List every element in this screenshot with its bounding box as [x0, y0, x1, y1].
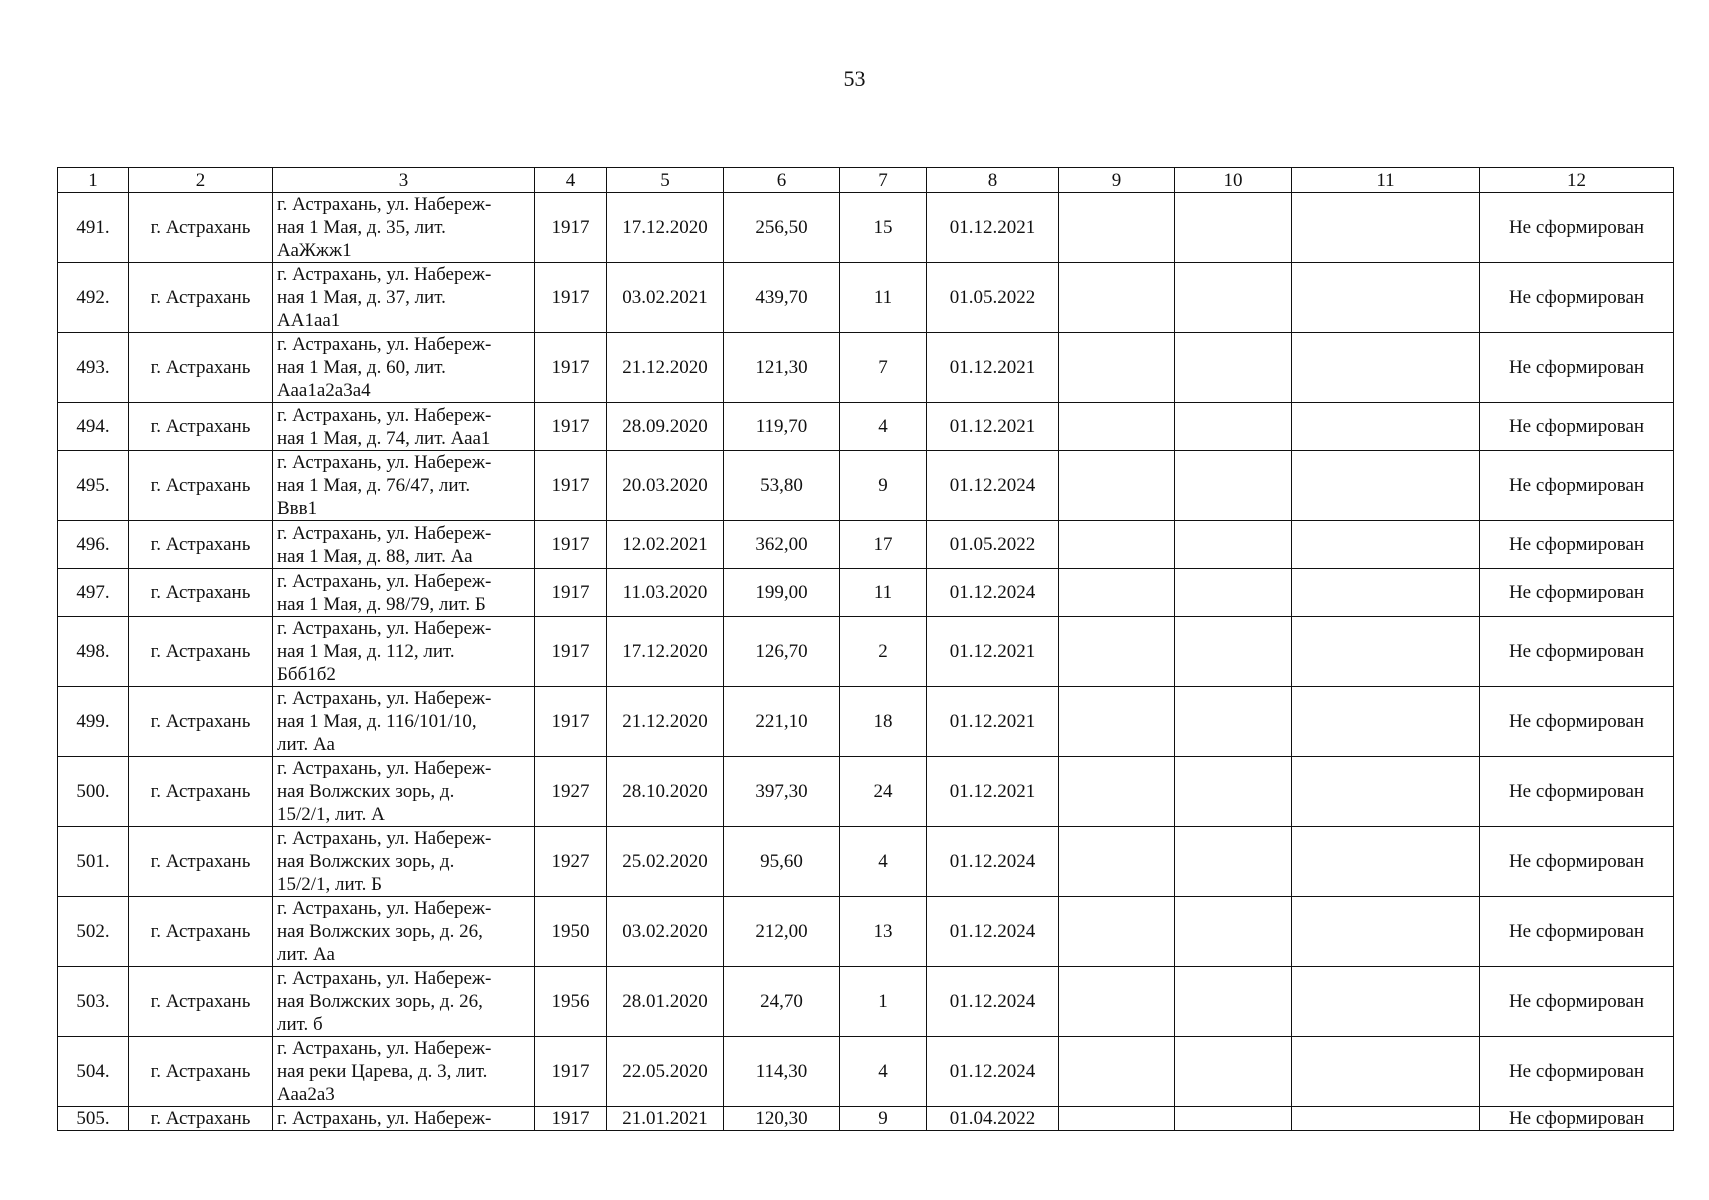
row-number-cell: 492.	[58, 263, 129, 333]
area-cell: 24,70	[724, 967, 840, 1037]
count-cell: 17	[840, 521, 927, 569]
column-9-cell	[1059, 451, 1175, 521]
status-cell: Не сформирован	[1480, 827, 1674, 897]
column-10-cell	[1175, 263, 1292, 333]
column-10-cell	[1175, 451, 1292, 521]
column-11-cell	[1292, 569, 1480, 617]
count-cell: 11	[840, 263, 927, 333]
column-header: 10	[1175, 168, 1292, 193]
address-line: лит. Аа	[277, 734, 335, 755]
city-cell: г. Астрахань	[129, 1107, 273, 1131]
row-number-cell: 493.	[58, 333, 129, 403]
column-11-cell	[1292, 451, 1480, 521]
table-row	[58, 193, 1674, 263]
column-10-cell	[1175, 617, 1292, 687]
table-row	[58, 403, 1674, 451]
city-cell: г. Астрахань	[129, 193, 273, 263]
area-cell: 221,10	[724, 687, 840, 757]
column-11-cell	[1292, 897, 1480, 967]
column-10-cell	[1175, 403, 1292, 451]
table-row	[58, 263, 1674, 333]
count-cell: 4	[840, 403, 927, 451]
address-line: ная Волжских зорь, д.	[277, 781, 455, 802]
address-line: АаЖжж1	[277, 240, 352, 261]
address-line: г. Астрахань, ул. Набереж-	[277, 194, 492, 215]
status-cell: Не сформирован	[1480, 521, 1674, 569]
area-cell: 212,00	[724, 897, 840, 967]
column-header: 7	[840, 168, 927, 193]
address-line: 15/2/1, лит. А	[277, 804, 385, 825]
area-cell: 119,70	[724, 403, 840, 451]
status-cell: Не сформирован	[1480, 897, 1674, 967]
year-cell: 1956	[535, 967, 607, 1037]
housing-register-table	[57, 167, 1674, 1131]
column-10-cell	[1175, 757, 1292, 827]
column-header: 3	[273, 168, 535, 193]
address-line: г. Астрахань, ул. Набереж-	[277, 1108, 492, 1129]
address-line: ная реки Царева, д. 3, лит.	[277, 1061, 488, 1082]
address-line: Ввв1	[277, 498, 318, 519]
row-number-cell: 499.	[58, 687, 129, 757]
column-9-cell	[1059, 757, 1175, 827]
status-cell: Не сформирован	[1480, 333, 1674, 403]
deadline-cell: 01.12.2021	[927, 193, 1059, 263]
deadline-cell: 01.12.2021	[927, 757, 1059, 827]
address-cell	[273, 827, 535, 897]
deadline-cell: 01.12.2024	[927, 569, 1059, 617]
table-row	[58, 897, 1674, 967]
address-line: ная 1 Мая, д. 35, лит.	[277, 217, 446, 238]
status-cell: Не сформирован	[1480, 263, 1674, 333]
address-cell	[273, 1037, 535, 1107]
status-cell: Не сформирован	[1480, 757, 1674, 827]
year-cell: 1927	[535, 757, 607, 827]
column-9-cell	[1059, 897, 1175, 967]
deadline-cell: 01.12.2024	[927, 897, 1059, 967]
column-10-cell	[1175, 521, 1292, 569]
count-cell: 7	[840, 333, 927, 403]
address-cell	[273, 333, 535, 403]
address-cell	[273, 687, 535, 757]
page-number: 53	[843, 66, 866, 91]
column-11-cell	[1292, 617, 1480, 687]
count-cell: 11	[840, 569, 927, 617]
status-cell: Не сформирован	[1480, 1037, 1674, 1107]
column-11-cell	[1292, 521, 1480, 569]
year-cell: 1917	[535, 569, 607, 617]
column-11-cell	[1292, 403, 1480, 451]
table-row	[58, 451, 1674, 521]
date-cell: 28.09.2020	[607, 403, 724, 451]
address-cell	[273, 897, 535, 967]
column-9-cell	[1059, 687, 1175, 757]
area-cell: 199,00	[724, 569, 840, 617]
column-9-cell	[1059, 333, 1175, 403]
status-cell: Не сформирован	[1480, 403, 1674, 451]
date-cell: 20.03.2020	[607, 451, 724, 521]
address-cell	[273, 263, 535, 333]
row-number-cell: 501.	[58, 827, 129, 897]
column-header: 5	[607, 168, 724, 193]
count-cell: 2	[840, 617, 927, 687]
column-number-row	[58, 168, 1674, 193]
column-11-cell	[1292, 967, 1480, 1037]
column-header: 11	[1292, 168, 1480, 193]
address-cell	[273, 403, 535, 451]
table-row	[58, 617, 1674, 687]
deadline-cell: 01.12.2021	[927, 687, 1059, 757]
deadline-cell: 01.12.2024	[927, 827, 1059, 897]
year-cell: 1917	[535, 451, 607, 521]
area-cell: 53,80	[724, 451, 840, 521]
date-cell: 22.05.2020	[607, 1037, 724, 1107]
column-9-cell	[1059, 967, 1175, 1037]
city-cell: г. Астрахань	[129, 263, 273, 333]
column-9-cell	[1059, 1037, 1175, 1107]
address-cell	[273, 193, 535, 263]
address-line: г. Астрахань, ул. Набереж-	[277, 968, 492, 989]
address-line: АА1аа1	[277, 310, 341, 331]
year-cell: 1950	[535, 897, 607, 967]
city-cell: г. Астрахань	[129, 521, 273, 569]
address-cell	[273, 521, 535, 569]
address-cell	[273, 757, 535, 827]
status-cell: Не сформирован	[1480, 617, 1674, 687]
city-cell: г. Астрахань	[129, 897, 273, 967]
year-cell: 1917	[535, 263, 607, 333]
address-line: ная 1 Мая, д. 74, лит. Ааа1	[277, 427, 491, 449]
column-11-cell	[1292, 333, 1480, 403]
status-cell: Не сформирован	[1480, 193, 1674, 263]
column-header: 2	[129, 168, 273, 193]
column-header: 9	[1059, 168, 1175, 193]
status-cell: Не сформирован	[1480, 1107, 1674, 1131]
address-line: г. Астрахань, ул. Набереж-	[277, 828, 492, 849]
row-number-cell: 504.	[58, 1037, 129, 1107]
area-cell: 95,60	[724, 827, 840, 897]
address-line: ная 1 Мая, д. 98/79, лит. Б	[277, 593, 486, 615]
column-header: 12	[1480, 168, 1674, 193]
row-number-cell: 502.	[58, 897, 129, 967]
year-cell: 1917	[535, 333, 607, 403]
address-line: г. Астрахань, ул. Набереж-	[277, 1038, 492, 1059]
row-number-cell: 505.	[58, 1107, 129, 1131]
year-cell: 1927	[535, 827, 607, 897]
area-cell: 256,50	[724, 193, 840, 263]
address-line: г. Астрахань, ул. Набереж-	[277, 618, 492, 639]
table-row	[58, 1037, 1674, 1107]
column-11-cell	[1292, 687, 1480, 757]
city-cell: г. Астрахань	[129, 403, 273, 451]
address-line: ная 1 Мая, д. 76/47, лит.	[277, 475, 471, 496]
address-cell	[273, 617, 535, 687]
row-number-cell: 495.	[58, 451, 129, 521]
year-cell: 1917	[535, 1037, 607, 1107]
column-11-cell	[1292, 757, 1480, 827]
table-row	[58, 333, 1674, 403]
status-cell: Не сформирован	[1480, 451, 1674, 521]
count-cell: 18	[840, 687, 927, 757]
column-11-cell	[1292, 1107, 1480, 1131]
city-cell: г. Астрахань	[129, 333, 273, 403]
deadline-cell: 01.12.2024	[927, 451, 1059, 521]
table-row	[58, 757, 1674, 827]
city-cell: г. Астрахань	[129, 757, 273, 827]
column-9-cell	[1059, 193, 1175, 263]
column-header: 4	[535, 168, 607, 193]
date-cell: 21.12.2020	[607, 687, 724, 757]
year-cell: 1917	[535, 193, 607, 263]
address-line: лит. б	[277, 1014, 323, 1035]
year-cell: 1917	[535, 521, 607, 569]
city-cell: г. Астрахань	[129, 967, 273, 1037]
date-cell: 03.02.2020	[607, 897, 724, 967]
count-cell: 4	[840, 827, 927, 897]
address-line: г. Астрахань, ул. Набереж-	[277, 570, 492, 592]
address-line: ная 1 Мая, д. 60, лит.	[277, 357, 446, 378]
table-row	[58, 1107, 1674, 1131]
address-line: г. Астрахань, ул. Набереж-	[277, 404, 492, 426]
column-11-cell	[1292, 193, 1480, 263]
address-line: ная 1 Мая, д. 88, лит. Аа	[277, 545, 473, 567]
column-10-cell	[1175, 1037, 1292, 1107]
column-11-cell	[1292, 827, 1480, 897]
table-row	[58, 569, 1674, 617]
city-cell: г. Астрахань	[129, 1037, 273, 1107]
deadline-cell: 01.12.2021	[927, 403, 1059, 451]
count-cell: 9	[840, 451, 927, 521]
count-cell: 9	[840, 1107, 927, 1131]
address-line: ная 1 Мая, д. 37, лит.	[277, 287, 446, 308]
deadline-cell: 01.12.2021	[927, 617, 1059, 687]
column-9-cell	[1059, 1107, 1175, 1131]
address-line: г. Астрахань, ул. Набереж-	[277, 264, 492, 285]
row-number-cell: 496.	[58, 521, 129, 569]
column-10-cell	[1175, 827, 1292, 897]
table-row	[58, 687, 1674, 757]
table-row	[58, 521, 1674, 569]
column-9-cell	[1059, 263, 1175, 333]
address-line: ная 1 Мая, д. 116/101/10,	[277, 711, 477, 732]
table-row	[58, 827, 1674, 897]
column-10-cell	[1175, 569, 1292, 617]
area-cell: 121,30	[724, 333, 840, 403]
deadline-cell: 01.04.2022	[927, 1107, 1059, 1131]
year-cell: 1917	[535, 617, 607, 687]
address-line: г. Астрахань, ул. Набереж-	[277, 898, 492, 919]
address-cell	[273, 569, 535, 617]
address-line: г. Астрахань, ул. Набереж-	[277, 334, 492, 355]
column-header: 8	[927, 168, 1059, 193]
row-number-cell: 500.	[58, 757, 129, 827]
column-10-cell	[1175, 333, 1292, 403]
address-line: ная Волжских зорь, д. 26,	[277, 921, 483, 942]
area-cell: 397,30	[724, 757, 840, 827]
column-10-cell	[1175, 967, 1292, 1037]
city-cell: г. Астрахань	[129, 827, 273, 897]
table-row	[58, 967, 1674, 1037]
date-cell: 03.02.2021	[607, 263, 724, 333]
row-number-cell: 494.	[58, 403, 129, 451]
year-cell: 1917	[535, 687, 607, 757]
column-10-cell	[1175, 193, 1292, 263]
address-cell	[273, 1107, 535, 1131]
year-cell: 1917	[535, 403, 607, 451]
area-cell: 362,00	[724, 521, 840, 569]
address-line: 15/2/1, лит. Б	[277, 874, 382, 895]
deadline-cell: 01.05.2022	[927, 263, 1059, 333]
count-cell: 1	[840, 967, 927, 1037]
row-number-cell: 498.	[58, 617, 129, 687]
column-header: 6	[724, 168, 840, 193]
date-cell: 17.12.2020	[607, 193, 724, 263]
column-9-cell	[1059, 827, 1175, 897]
address-line: Ааа2а3	[277, 1084, 335, 1105]
table-body	[58, 193, 1674, 1131]
column-10-cell	[1175, 687, 1292, 757]
city-cell: г. Астрахань	[129, 569, 273, 617]
address-line: ная Волжских зорь, д. 26,	[277, 991, 483, 1012]
date-cell: 21.01.2021	[607, 1107, 724, 1131]
deadline-cell: 01.12.2021	[927, 333, 1059, 403]
date-cell: 21.12.2020	[607, 333, 724, 403]
column-9-cell	[1059, 569, 1175, 617]
deadline-cell: 01.05.2022	[927, 521, 1059, 569]
status-cell: Не сформирован	[1480, 687, 1674, 757]
row-number-cell: 497.	[58, 569, 129, 617]
deadline-cell: 01.12.2024	[927, 1037, 1059, 1107]
column-9-cell	[1059, 521, 1175, 569]
column-11-cell	[1292, 1037, 1480, 1107]
address-line: г. Астрахань, ул. Набереж-	[277, 522, 492, 544]
column-header: 1	[58, 168, 129, 193]
date-cell: 28.10.2020	[607, 757, 724, 827]
column-10-cell	[1175, 897, 1292, 967]
city-cell: г. Астрахань	[129, 617, 273, 687]
column-9-cell	[1059, 617, 1175, 687]
area-cell: 120,30	[724, 1107, 840, 1131]
column-10-cell	[1175, 1107, 1292, 1131]
address-line: лит. Аа	[277, 944, 335, 965]
status-cell: Не сформирован	[1480, 569, 1674, 617]
status-cell: Не сформирован	[1480, 967, 1674, 1037]
area-cell: 114,30	[724, 1037, 840, 1107]
address-line: ная Волжских зорь, д.	[277, 851, 455, 872]
address-line: Ааа1а2а3а4	[277, 380, 371, 401]
count-cell: 13	[840, 897, 927, 967]
address-line: г. Астрахань, ул. Набереж-	[277, 452, 492, 473]
address-line: Ббб1б2	[277, 664, 336, 685]
column-11-cell	[1292, 263, 1480, 333]
address-line: г. Астрахань, ул. Набереж-	[277, 688, 492, 709]
date-cell: 17.12.2020	[607, 617, 724, 687]
address-line: ная 1 Мая, д. 112, лит.	[277, 641, 455, 662]
count-cell: 4	[840, 1037, 927, 1107]
row-number-cell: 503.	[58, 967, 129, 1037]
year-cell: 1917	[535, 1107, 607, 1131]
row-number-cell: 491.	[58, 193, 129, 263]
address-cell	[273, 967, 535, 1037]
deadline-cell: 01.12.2024	[927, 967, 1059, 1037]
date-cell: 28.01.2020	[607, 967, 724, 1037]
date-cell: 11.03.2020	[607, 569, 724, 617]
city-cell: г. Астрахань	[129, 687, 273, 757]
date-cell: 12.02.2021	[607, 521, 724, 569]
count-cell: 24	[840, 757, 927, 827]
area-cell: 439,70	[724, 263, 840, 333]
date-cell: 25.02.2020	[607, 827, 724, 897]
column-9-cell	[1059, 403, 1175, 451]
address-line: г. Астрахань, ул. Набереж-	[277, 758, 492, 779]
count-cell: 15	[840, 193, 927, 263]
address-cell	[273, 451, 535, 521]
city-cell: г. Астрахань	[129, 451, 273, 521]
area-cell: 126,70	[724, 617, 840, 687]
